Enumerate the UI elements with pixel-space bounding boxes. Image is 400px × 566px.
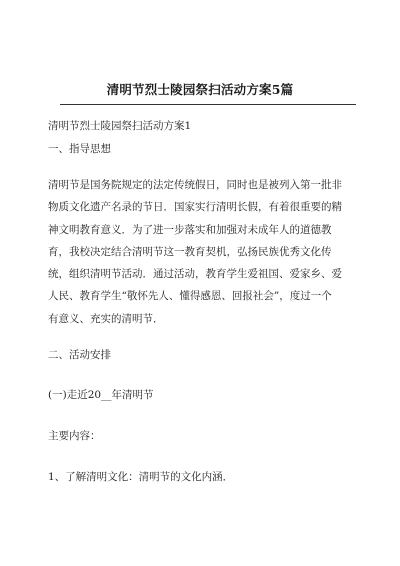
document-title: 清明节烈士陵园祭扫活动方案5篇 [106,82,294,97]
paragraph-line: 育，我校决定结合清明节这一教育契机，弘扬民族优秀文化传 [48,245,332,258]
list-item: 1、了解清明文化：清明节的文化内涵． [48,471,234,483]
section-heading-guiding-thought: 一、指导思想 [48,143,111,155]
main-content-label: 主要内容： [48,430,101,442]
title-divider [60,104,356,105]
paragraph-line: 物质文化遗产名录的节日．国家实行清明长假，有着很重要的精 [48,201,342,214]
paragraph-line: 统，组织清明节活动．通过活动，教育学生爱祖国、爱家乡、爱 [48,268,342,281]
paragraph-line: 清明节是国务院规定的法定传统假日，同时也是被列入第一批非 [48,179,342,191]
subsection-heading: (一)走近20__年清明节 [48,389,154,401]
document-subtitle: 清明节烈士陵园祭扫活动方案1 [48,120,192,132]
paragraph-line: 神文明教育意义．为了进一步落实和加强对未成年人的道德教 [48,223,332,236]
paragraph-line: 人民、教育学生“敬怀先人、懂得感恩、回报社会”，度过一个 [48,290,332,303]
section-paragraph-guiding-thought [48,174,358,330]
paragraph-line: 有意义、充实的清明节． [48,312,164,325]
section-heading-activity-plan: 二、活动安排 [48,349,111,361]
